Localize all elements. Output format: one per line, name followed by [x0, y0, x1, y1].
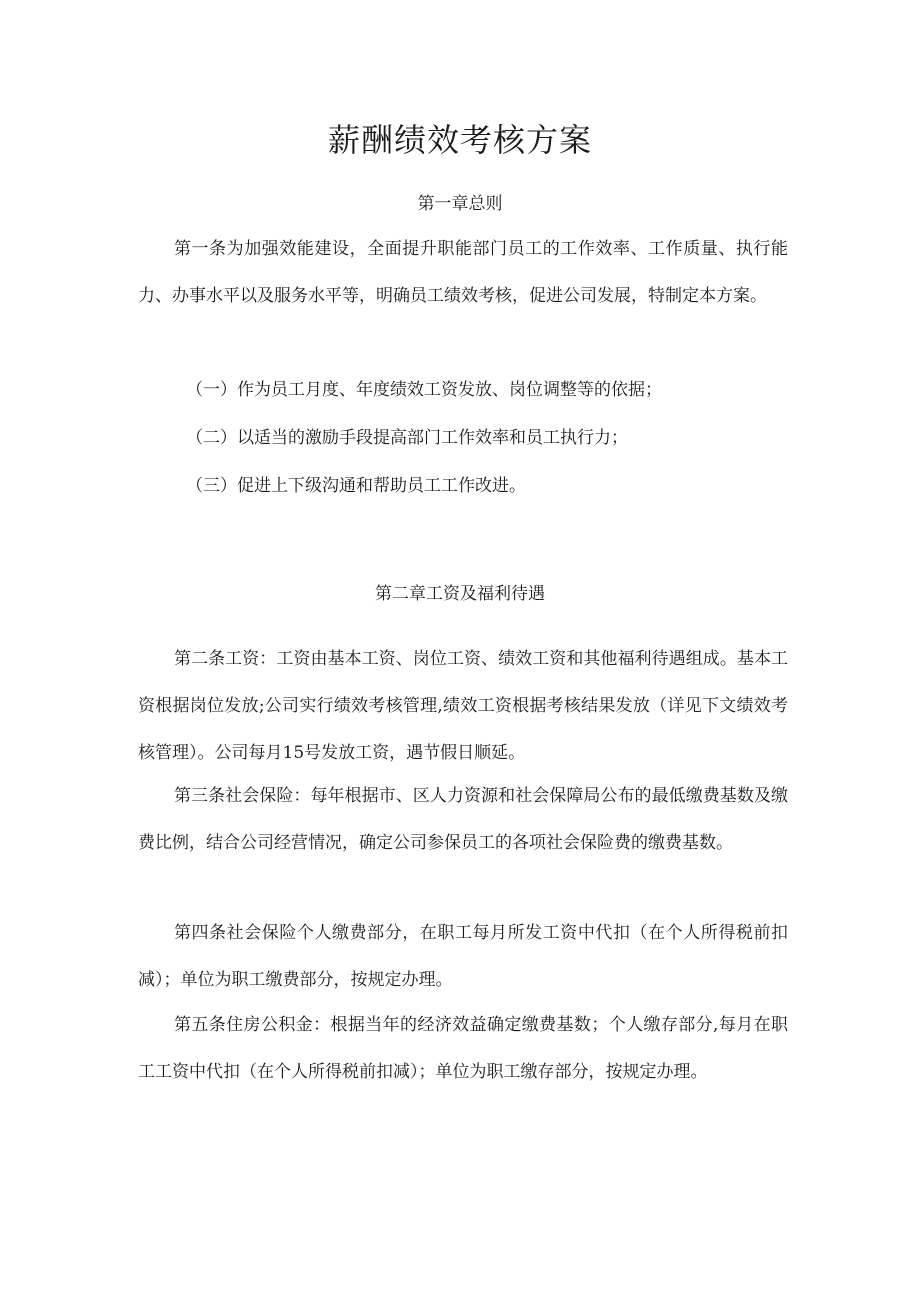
chapter-1-heading: 第一章总则 [417, 194, 503, 214]
chapter-2-heading: 第二章工资及福利待遇 [375, 584, 545, 604]
article-5: 第五条住房公积金：根据当年的经济效益确定缴费基数；个人缴存部分,每月在职工工资中代扣（在个人所得税前扣减）；单位为职工缴存部分，按规定办理。 [138, 1015, 788, 1082]
chapter-1-item-3: （三）促进上下级沟通和帮助员工工作改进。 [186, 476, 526, 496]
chapter-1-item-1: （一）作为员工月度、年度绩效工资发放、岗位调整等的依据； [186, 380, 662, 400]
article-2: 第二条工资：工资由基本工资、岗位工资、绩效工资和其他福利待遇组成。基本工资根据岗位发放;公司实行绩效考核管理,绩效工资根据考核结果发放（详见下文绩效考核管理）。公司每月15号发放工资，遇节假日顺延。 [138, 649, 788, 763]
article-3: 第三条社会保险：每年根据市、区人力资源和社会保障局公布的最低缴费基数及缴费比例，结合公司经营情况，确定公司参保员工的各项社会保险费的缴费基数。 [138, 786, 788, 853]
chapter-1-item-2: （二）以适当的激励手段提高部门工作效率和员工执行力； [186, 428, 628, 448]
document-title: 薪酬绩效考核方案 [327, 121, 592, 159]
article-4: 第四条社会保险个人缴费部分，在职工每月所发工资中代扣（在个人所得税前扣减）；单位为职工缴费部分，按规定办理。 [138, 923, 788, 990]
article-1: 第一条为加强效能建设，全面提升职能部门员工的工作效率、工作质量、执行能力、办事水平以及服务水平等，明确员工绩效考核，促进公司发展，特制定本方案。 [138, 239, 788, 306]
